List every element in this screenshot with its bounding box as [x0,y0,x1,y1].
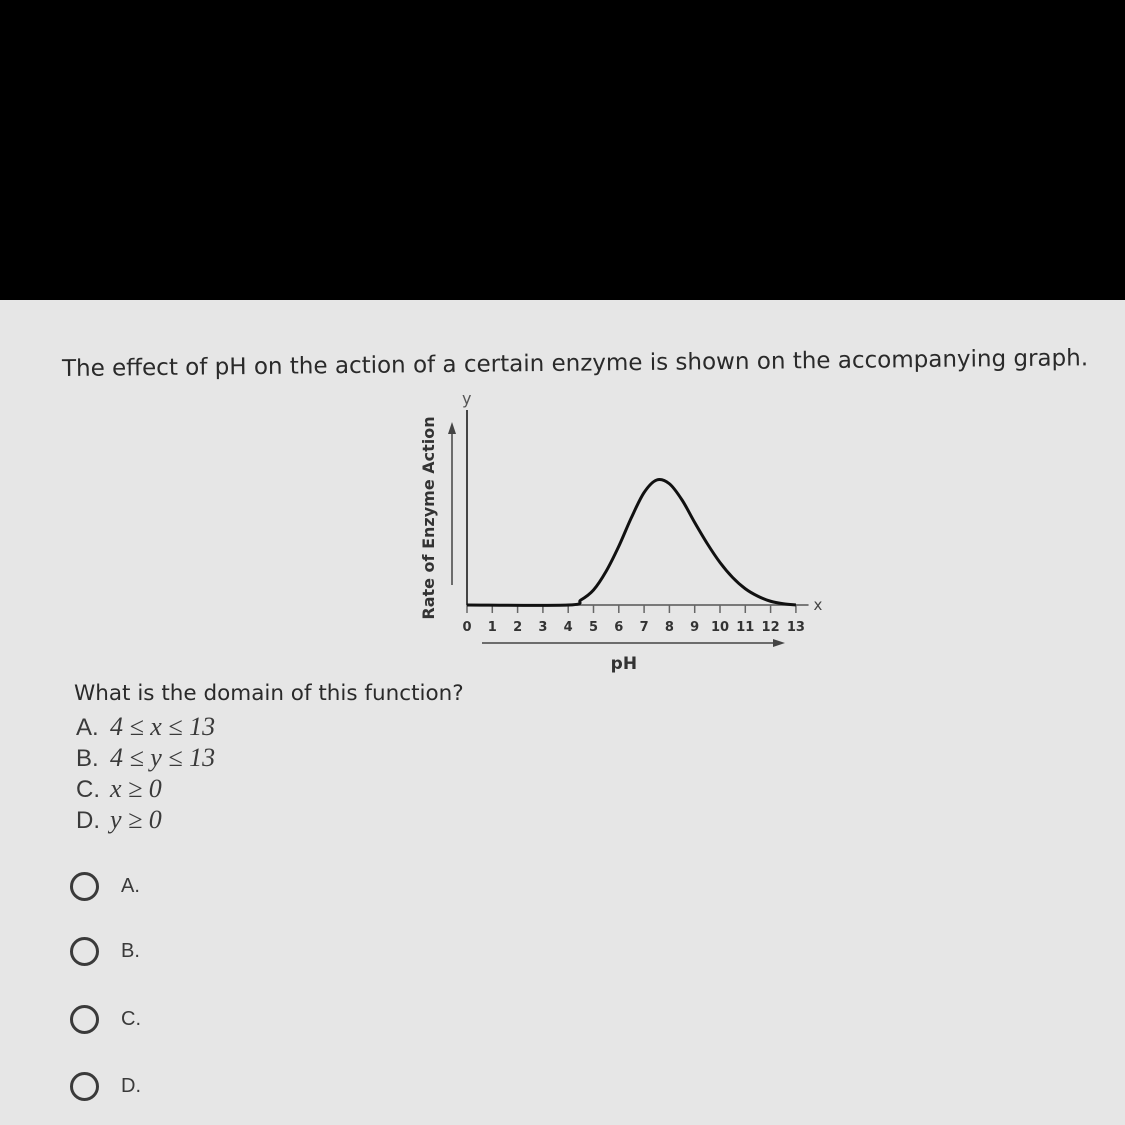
x-axis-letter: x [813,596,823,614]
x-label-arrow-head [773,639,785,647]
x-tick-label: 5 [588,620,599,635]
x-tick-label: 7 [639,620,649,635]
answer-option-label: C. [121,1008,141,1030]
x-tick-label: 3 [538,620,548,635]
answer-option-label: D. [121,1075,141,1097]
choice-letter: A. [76,714,99,741]
answer-option-c[interactable] [70,1005,141,1034]
choices-list [76,712,215,836]
choice-c [76,774,215,805]
radio-button[interactable] [70,1072,99,1101]
choice-expression: 4 ≤ x ≤ 13 [110,712,216,741]
x-tick-label: 1 [487,620,497,635]
y-axis-letter: y [462,390,472,408]
radio-button[interactable] [70,937,99,966]
answer-option-a[interactable] [70,872,140,901]
answer-option-d[interactable] [70,1072,141,1101]
x-tick-label: 4 [563,620,573,635]
answer-option-b[interactable] [70,937,140,966]
x-tick-label: 12 [761,620,780,635]
question-prompt: What is the domain of this function? [74,681,464,706]
x-tick-label: 6 [614,620,624,635]
choice-expression: y ≥ 0 [110,805,162,834]
y-axis-label: Rate of Enzyme Action [419,416,438,620]
choice-letter: D. [76,807,100,834]
x-tick-label: 11 [736,620,755,635]
choice-expression: x ≥ 0 [110,774,162,803]
answer-option-label: A. [121,875,140,897]
choice-letter: B. [76,745,99,772]
x-tick-label: 13 [786,620,805,635]
x-tick-label: 9 [690,620,700,635]
enzyme-rate-curve [467,479,796,605]
choice-d [76,805,215,836]
choice-a [76,712,215,743]
choice-b [76,743,215,774]
radio-button[interactable] [70,872,99,901]
x-tick-label: 10 [710,620,730,635]
quiz-screen [0,300,1125,1125]
x-axis-label: pH [610,654,638,674]
choice-letter: C. [76,776,100,803]
enzyme-graph [400,390,840,680]
y-label-arrow-head [448,422,456,434]
choice-expression: 4 ≤ y ≤ 13 [110,743,216,772]
radio-button[interactable] [70,1005,99,1034]
x-tick-label: 0 [462,620,472,635]
answer-option-label: B. [121,940,140,962]
question-text: The effect of pH on the action of a certain enzyme is shown on the accompanying graph. [61,345,1089,382]
x-tick-label: 2 [513,620,523,635]
x-tick-label: 8 [664,620,674,635]
